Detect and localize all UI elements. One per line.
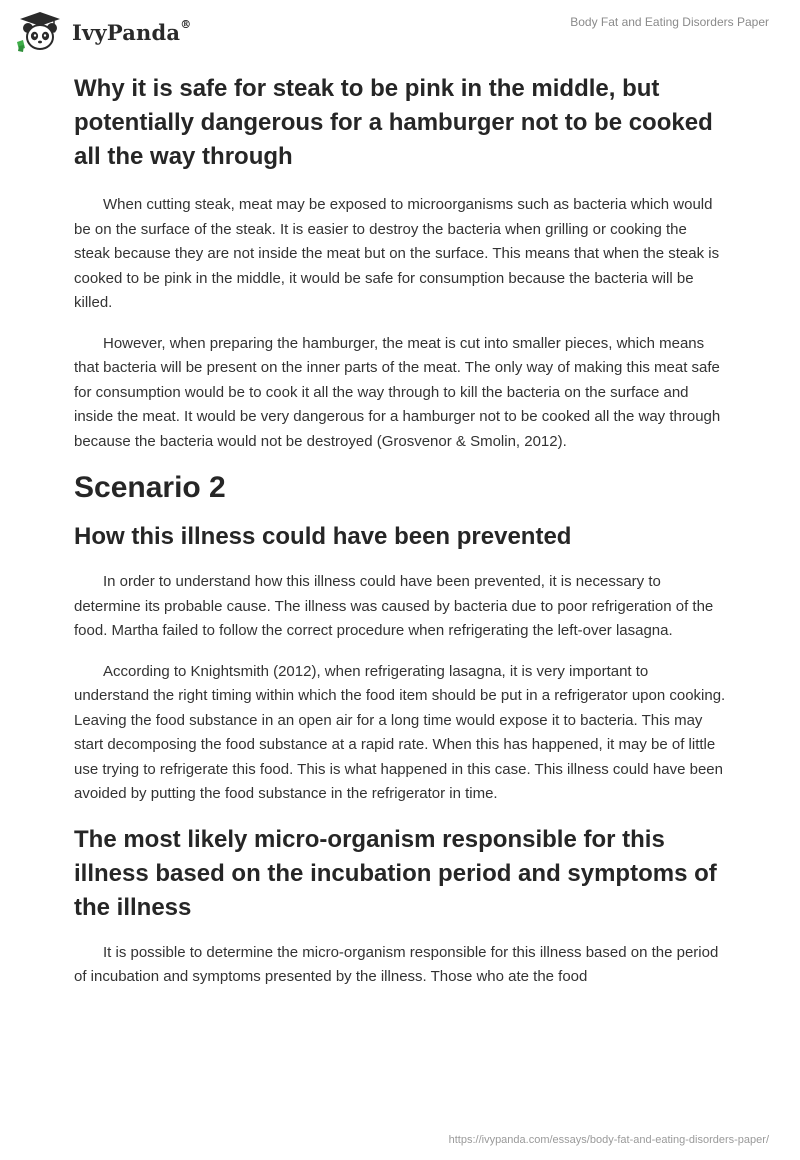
paragraph: It is possible to determine the micro-organism responsible for this illness based on the period of incubation and symptoms presented by the illness. Those who ate the food: [74, 943, 719, 985]
document-title: Body Fat and Eating Disorders Paper: [570, 15, 769, 29]
page-header: [0, 0, 800, 66]
registered-mark: ®: [180, 17, 192, 31]
paragraph: When cutting steak, meat may be exposed to microorganisms such as bacteria which would be on the surface of the steak. It is easier to destroy the bacteria when grilling or cooking the steak because they are not inside the meat but on the surface. This means that when the steak is cooked to be pink in the middle, it would be safe for consumption because the bacteria will be killed.: [74, 196, 720, 311]
article-body: [74, 72, 726, 1006]
paragraph: In order to understand how this illness could have been prevented, it is necessary to determine its probable cause. The illness was caused by bacteria due to poor refrigeration of the food. Martha failed to follow the correct procedure when refrigerating the left-over lasagna.: [74, 573, 714, 639]
heading-illness-prevention: How this illness could have been prevented: [74, 523, 572, 550]
panda-graduate-icon: [14, 10, 66, 54]
paragraph: According to Knightsmith (2012), when refrigerating lasagna, it is very important to understand the right timing within which the food item should be put in a refrigerator upon cooking. Leaving the food substance in an open air for a long time would expose it to bacteria. This may start decomposing the food substance at a rapid rate. When this has happened, it may be of little use trying to refrigerate this food. This is what happened in this case. This illness could have been avoided by putting the food substance in the refrigerator in time.: [74, 662, 726, 802]
paragraph: However, when preparing the hamburger, the meat is cut into smaller pieces, which means that bacteria will be present on the inner parts of the meat. The only way of making this meat safe for consumption would be to cook it all the way through to kill the bacteria on the surface and inside the meat. It would be very dangerous for a hamburger not to be cooked all the way through because the bacteria would not be destroyed (Grosvenor & Smolin, 2012).: [74, 334, 721, 450]
heading-micro-organism: The most likely micro-organism responsible for this illness based on the incubation period and symptoms of the illness: [74, 825, 717, 921]
heading-steak-hamburger: Why it is safe for steak to be pink in the middle, but potentially dangerous for a hamburger not to be cooked all the way through: [74, 75, 713, 170]
source-url-link[interactable]: https://ivypanda.com/essays/body-fat-and-eating-disorders-paper/: [448, 1134, 769, 1146]
section-title-scenario-2: Scenario 2: [74, 471, 226, 504]
brand-logo[interactable]: [14, 8, 191, 56]
brand-name: IvyPanda®: [72, 17, 192, 45]
